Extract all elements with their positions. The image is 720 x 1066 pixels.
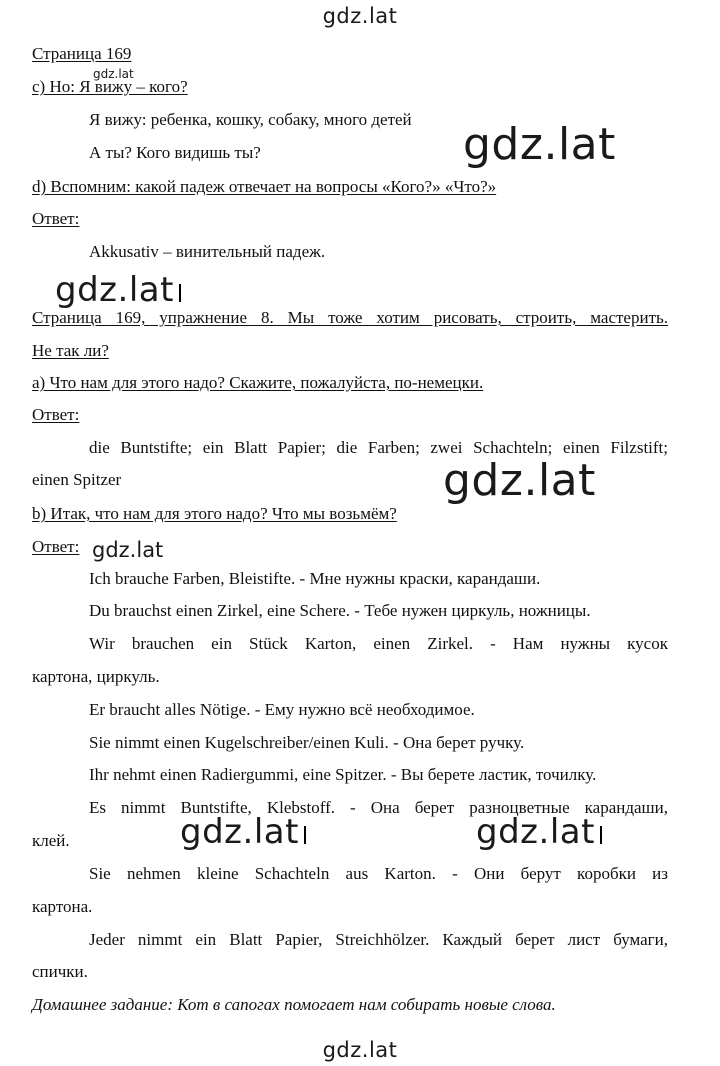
watermark-mid-3: gdz.lat	[476, 812, 602, 852]
watermark-small: gdz.lat	[93, 67, 134, 81]
c-answer-line-1: Я вижу: ребенка, кошку, собаку, много детей	[89, 110, 412, 129]
answer-text-1: Akkusativ – винительный падеж.	[89, 242, 326, 261]
page-header: Страница 169	[32, 44, 132, 63]
sentence-8-line-2: картона.	[32, 897, 93, 916]
sentence-3-line-2: картона, циркуль.	[32, 667, 160, 686]
sentence-2: Du brauchst einen Zirkel, eine Schere. - Тебе нужен циркуль, ножницы.	[89, 601, 591, 620]
question-a: a) Что нам для этого надо? Скажите, пожалуйста, по-немецки.	[32, 373, 484, 392]
c-answer-line-2: А ты? Кого видишь ты?	[89, 143, 261, 162]
answer-2-line-2: einen Spitzer	[32, 470, 122, 489]
watermark-big-2: gdz.lat	[443, 455, 596, 506]
answer-2-line-1: die Buntstifte; ein Blatt Papier; die Farben; zwei Schachteln; einen Filzstift;	[89, 438, 668, 457]
question-c: c) Но: Я вижу – кого?	[32, 77, 188, 96]
sentence-8-line-1: Sie nehmen kleine Schachteln aus Karton. - Они берут коробки из	[89, 864, 668, 883]
answer-label-3: Ответ:	[32, 537, 80, 556]
question-b: b) Итак, что нам для этого надо? Что мы возьмём?	[32, 504, 397, 523]
sentence-9-line-2: спички.	[32, 962, 88, 981]
watermark-big-1: gdz.lat	[463, 119, 616, 170]
watermark-top: gdz.lat	[322, 4, 398, 28]
exercise-8-title-line-1: Страница 169, упражнение 8. Мы тоже хотим рисовать, строить, мастерить.	[32, 308, 668, 327]
homework-note: Домашнее задание: Кот в сапогах помогает нам собирать новые слова.	[32, 995, 556, 1014]
exercise-8-title-line-2: Не так ли?	[32, 341, 109, 360]
sentence-7-line-1: Es nimmt Buntstifte, Klebstoff. - Она берет разноцветные карандаши,	[89, 798, 668, 817]
watermark-small-2: gdz.lat	[92, 538, 164, 562]
watermark-mid-2: gdz.lat	[180, 812, 306, 852]
watermark-bottom: gdz.lat	[322, 1038, 398, 1062]
sentence-4: Er braucht alles Nötige. - Ему нужно всё необходимое.	[89, 700, 475, 719]
sentence-5: Sie nimmt einen Kugelschreiber/einen Kuli. - Она берет ручку.	[89, 733, 525, 752]
question-d: d) Вспомним: какой падеж отвечает на вопросы «Кого?» «Что?»	[32, 177, 497, 196]
sentence-9-line-1: Jeder nimmt ein Blatt Papier, Streichhölzer. Каждый берет лист бумаги,	[89, 930, 668, 949]
watermark-mid-1: gdz.lat	[55, 270, 181, 310]
answer-label-2: Ответ:	[32, 405, 80, 424]
sentence-1: Ich brauche Farben, Bleistifte. - Мне нужны краски, карандаши.	[89, 569, 541, 588]
sentence-3-line-1: Wir brauchen ein Stück Karton, einen Zirkel. - Нам нужны кусок	[89, 634, 668, 653]
sentence-7-line-2: клей.	[32, 831, 70, 850]
sentence-6: Ihr nehmt einen Radiergummi, eine Spitzer. - Вы берете ластик, точилку.	[89, 765, 597, 784]
answer-label-1: Ответ:	[32, 209, 80, 228]
